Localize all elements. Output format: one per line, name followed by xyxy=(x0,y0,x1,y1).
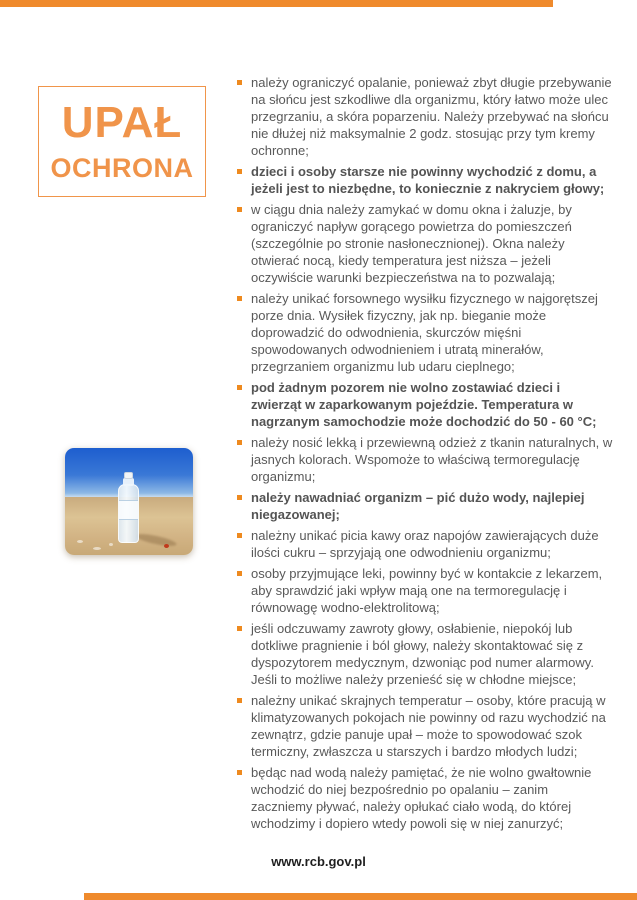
title-upal: UPAŁ xyxy=(61,98,183,147)
list-item-text: należy nawadniać organizm – pić dużo wody, najlepiej niegazowanej; xyxy=(251,490,585,522)
top-orange-stripe xyxy=(0,0,553,7)
list-item-text: jeśli odczuwamy zawroty głowy, osłabienie, niepokój lub dotkliwe pragnienie i ból głowy, należy skontaktować się z dyspozytorem medycznym, dzwoniąc pod numer alarmowy. Jeśli to możliwe należy przenieść się w chłodne miejsce; xyxy=(251,621,594,687)
list-item-text: należny unikać skrajnych temperatur – osoby, które pracują w klimatyzowanych pokojach nie powinny od razu wychodzić na zewnątrz, gdzie panuje upał – może to spowodować szok termiczny, zwłaszcza u starszych i bardzo młodych ludzi; xyxy=(251,693,606,759)
orange-square-bullet-icon xyxy=(237,385,242,390)
list-item xyxy=(237,527,613,561)
list-item xyxy=(237,163,613,197)
orange-square-bullet-icon xyxy=(237,571,242,576)
list-item-text: należy ograniczyć opalanie, ponieważ zbyt długie przebywanie na słońcu jest szkodliwe dla organizmu, który łatwo może ulec przegrzaniu, a skóra poparzeniu. Należy przebywać na słońcu nie dłużej niż maksymalnie 2 godz. stosując przy tym kremy ochronne; xyxy=(251,75,612,158)
bottom-orange-stripe xyxy=(84,893,637,900)
title-ochrona: OCHRONA xyxy=(50,153,194,183)
list-item xyxy=(237,764,613,832)
photo-red-object xyxy=(164,544,169,548)
rcb-website-link[interactable]: www.rcb.gov.pl xyxy=(271,854,366,869)
orange-square-bullet-icon xyxy=(237,80,242,85)
list-item xyxy=(237,74,613,159)
photo-bottle-label xyxy=(119,500,138,520)
orange-square-bullet-icon xyxy=(237,296,242,301)
list-item-text: należny unikać picia kawy oraz napojów zawierających duże ilości cukru – sprzyjają one odwodnieniu organizmu; xyxy=(251,528,599,560)
orange-square-bullet-icon xyxy=(237,770,242,775)
list-item-text: należy nosić lekką i przewiewną odzież z tkanin naturalnych, w jasnych kolorach. Wspomoże to właściwą termoregulację organizmu; xyxy=(251,435,613,484)
list-item-text: dzieci i osoby starsze nie powinny wychodzić z domu, a jeżeli jest to niezbędne, to koniecznie z nakryciem głowy; xyxy=(251,164,605,196)
list-item xyxy=(237,565,613,616)
photo-pebble xyxy=(109,543,113,546)
orange-square-bullet-icon xyxy=(237,495,242,500)
footer xyxy=(0,853,637,871)
list-item xyxy=(237,692,613,760)
list-item xyxy=(237,201,613,286)
photo-bottle-neck xyxy=(123,478,134,486)
list-item-text: osoby przyjmujące leki, powinny być w kontakcie z lekarzem, aby sprawdzić jaki wpływ mają one na termoregulację i równowagę wodno-elektrolitową; xyxy=(251,566,603,615)
photo-pebble xyxy=(93,547,101,550)
list-item-text: pod żadnym pozorem nie wolno zostawiać dzieci i zwierząt w zaparkowanym pojeździe. Temperatura w nagrzanym samochodzie może dochodzić do 50 - 60 °C; xyxy=(251,380,597,429)
photo-pebble xyxy=(77,540,83,543)
orange-square-bullet-icon xyxy=(237,169,242,174)
water-bottle-desert-photo xyxy=(65,448,193,555)
orange-square-bullet-icon xyxy=(237,440,242,445)
orange-square-bullet-icon xyxy=(237,626,242,631)
bullet-list xyxy=(237,74,613,836)
list-item xyxy=(237,620,613,688)
list-item xyxy=(237,434,613,485)
list-item xyxy=(237,489,613,523)
list-item xyxy=(237,290,613,375)
list-item-text: w ciągu dnia należy zamykać w domu okna i żaluzje, by ograniczyć napływ gorącego powietrza do pomieszczeń (szczególnie po stronie nasłonecznionej). Okna należy otwierać nocą, kiedy temperatura jest niższa – jeżeli oczywiście warunki bezpieczeństwa na to pozwalają; xyxy=(251,202,572,285)
orange-square-bullet-icon xyxy=(237,698,242,703)
orange-square-bullet-icon xyxy=(237,533,242,538)
list-item xyxy=(237,379,613,430)
title-box xyxy=(38,86,206,197)
list-item-text: będąc nad wodą należy pamiętać, że nie wolno gwałtownie wchodzić do niej bezpośrednio po opalaniu – zanim zaczniemy pływać, należy opłukać ciało wodą, do której wchodzimy i dopiero wtedy powoli się w niej zanurzyć; xyxy=(251,765,592,831)
orange-square-bullet-icon xyxy=(237,207,242,212)
list-item-text: należy unikać forsownego wysiłku fizycznego w najgorętszej porze dnia. Wysiłek fizyczny, jak np. bieganie może doprowadzić do odwodnienia, skurczów mięśni spowodowanych odwodnieniem i utratą minerałów, przegrzaniem organizmu lub udaru cieplnego; xyxy=(251,291,598,374)
photo-bottle-cap xyxy=(124,472,133,479)
